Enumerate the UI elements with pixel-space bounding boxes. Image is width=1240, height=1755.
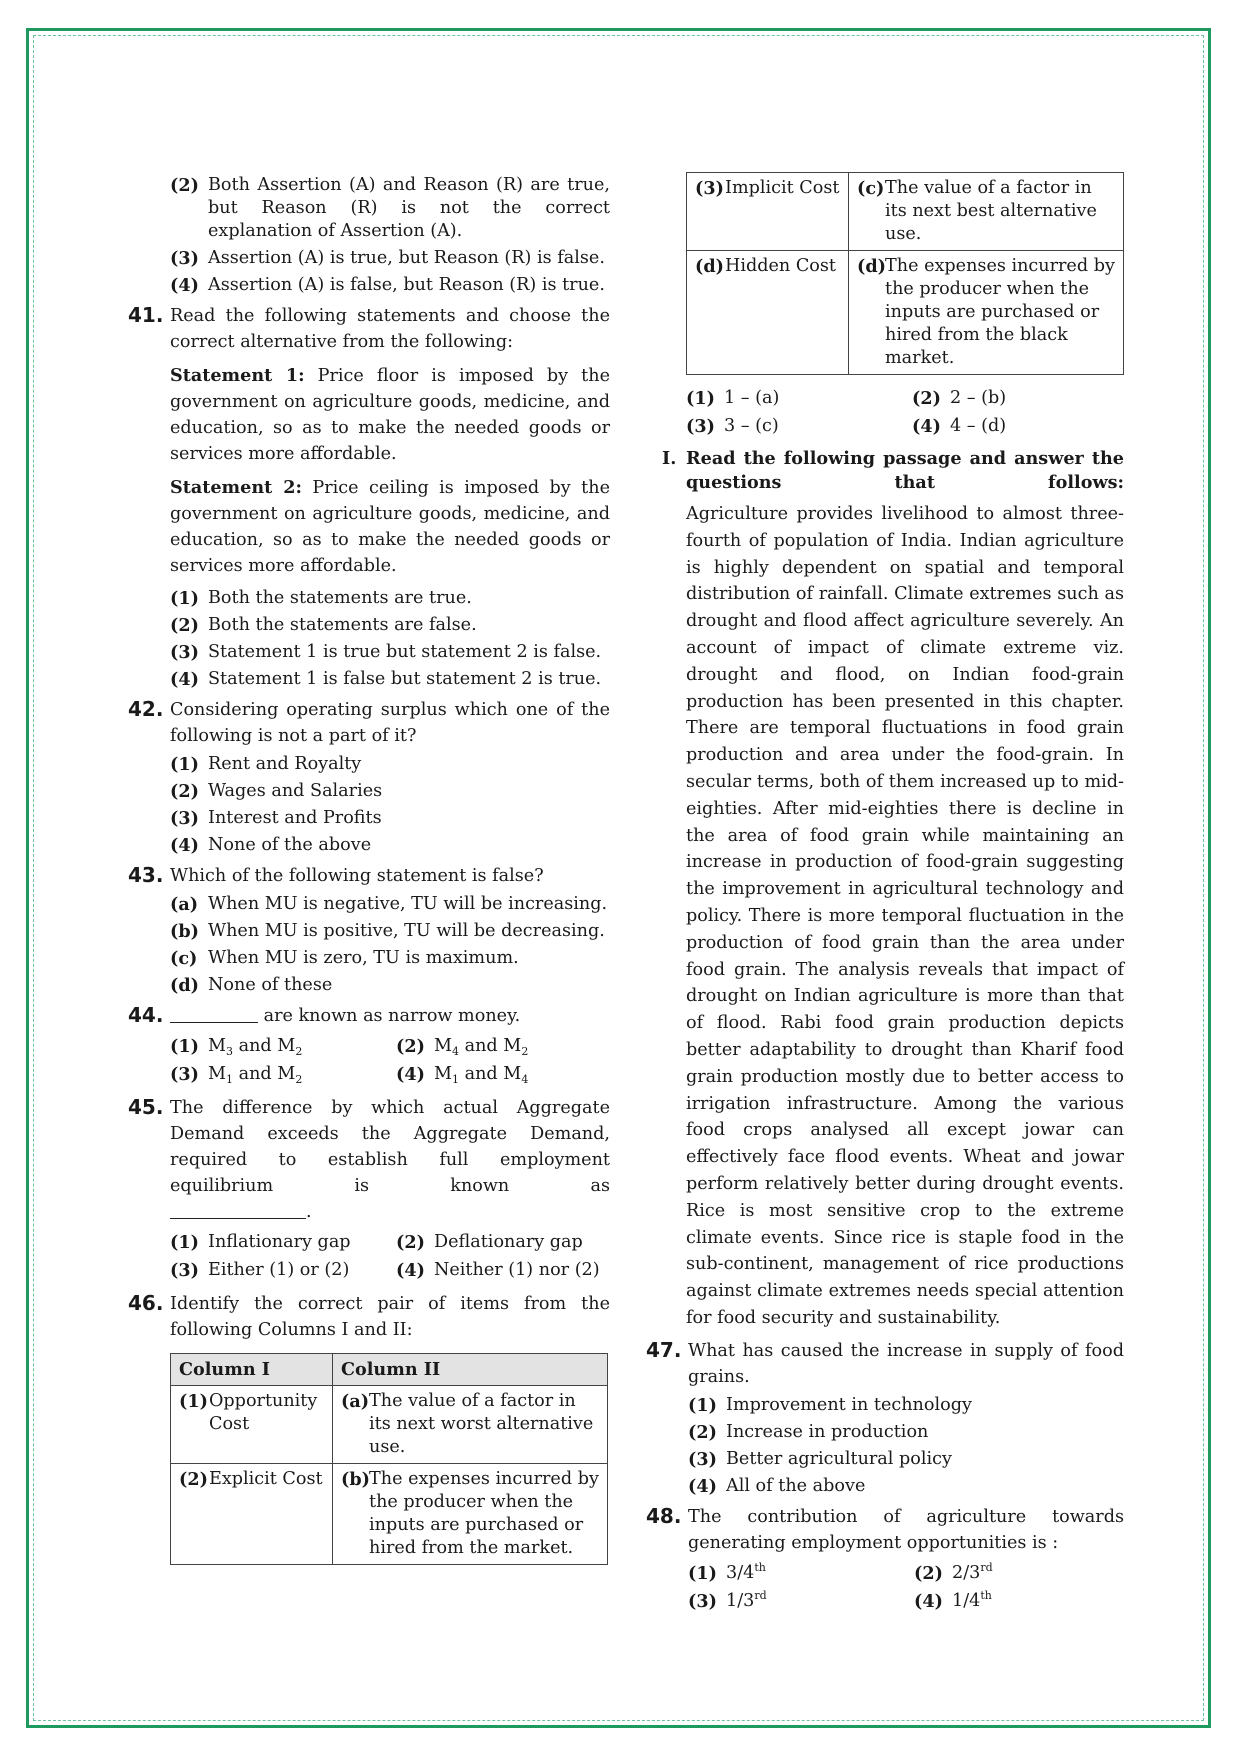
- question-43: [128, 863, 610, 997]
- option[interactable]: (1) 1 – (a): [686, 388, 780, 409]
- question-42: [128, 697, 610, 857]
- match-table-continued: [686, 172, 1124, 375]
- question-text: Which of the following statement is false?: [170, 866, 544, 886]
- question-number: 42.: [128, 697, 164, 721]
- option[interactable]: (c) When MU is zero, TU is maximum.: [170, 948, 519, 969]
- option[interactable]: (a) When MU is negative, TU will be increasing.: [170, 894, 608, 915]
- option[interactable]: (4) Statement 1 is false but statement 2 is true.: [170, 669, 602, 690]
- answer-blank[interactable]: [170, 1004, 258, 1023]
- option[interactable]: (3) 3 – (c): [686, 416, 779, 437]
- column-header: Column II: [333, 1354, 608, 1386]
- option[interactable]: (4) $M_1$ and $M_4$: [396, 1064, 529, 1086]
- answer-blank[interactable]: [170, 1200, 306, 1219]
- question-number: 48.: [646, 1503, 682, 1528]
- option[interactable]: (3) Better agricultural policy: [688, 1448, 952, 1470]
- table-row: (2) Explicit Cost (b) The expenses incurred by the producer when the inputs are purchased or hired from the market.: [171, 1464, 608, 1565]
- option[interactable]: (3) Assertion (A) is true, but Reason (R) is false.: [170, 248, 605, 269]
- option[interactable]: (1) 3/4th: [688, 1560, 766, 1584]
- question-45: 45. The difference by which actual Aggregate Demand exceeds the Aggregate Demand, required to establish full employment equilibrium is known as . (1) Inflationary gap (2) Deflationary gap (3) Either (1) or (2) (4) Neither (1) nor (2): [128, 1095, 610, 1285]
- question-text: The difference by which actual Aggregate Demand exceeds the Aggregate Demand, required to establish full employment equilibrium is known as: [170, 1098, 610, 1196]
- option[interactable]: (2) Both Assertion (A) and Reason (R) are true, but Reason (R) is not the correct explanation of Assertion (A).: [170, 175, 610, 241]
- option[interactable]: (3) Statement 1 is true but statement 2 is false.: [170, 642, 602, 663]
- question-46-options: [686, 385, 1124, 441]
- option[interactable]: (2) Increase in production: [688, 1421, 929, 1443]
- option[interactable]: (1) Both the statements are true.: [170, 588, 472, 609]
- option[interactable]: (3) Either (1) or (2): [170, 1260, 350, 1281]
- table-header-row: [171, 1354, 608, 1386]
- option[interactable]: (2) Both the statements are false.: [170, 615, 477, 636]
- option[interactable]: (d) None of these: [170, 975, 333, 996]
- option[interactable]: (3) 1/3rd: [688, 1588, 767, 1612]
- option[interactable]: (2) Wages and Salaries: [170, 781, 383, 802]
- statement-2: Statement 2: Price ceiling is imposed by the government on agriculture goods, medicine, and education, so as to make the needed goods or services more affordable.: [170, 477, 610, 576]
- left-column: [128, 170, 610, 1565]
- question-text: The contribution of agriculture towards generating employment opportunities is :: [688, 1506, 1124, 1553]
- right-column: [646, 170, 1124, 1616]
- options-grid: [688, 1560, 1124, 1616]
- option[interactable]: (1) $M_3$ and $M_2$: [170, 1036, 303, 1058]
- option[interactable]: (2) 2 – (b): [912, 388, 1007, 409]
- option[interactable]: (2) 2/3rd: [914, 1560, 993, 1584]
- question-40-continued: [128, 174, 610, 297]
- options-grid: [170, 1229, 610, 1285]
- question-number: 44.: [128, 1003, 164, 1027]
- question-text: are known as narrow money.: [170, 1003, 610, 1029]
- question-number: 47.: [646, 1337, 682, 1362]
- section-heading: I. Read the following passage and answer the questions that follows:: [662, 448, 1124, 493]
- option[interactable]: (3) Interest and Profits: [170, 808, 382, 829]
- option[interactable]: (4) All of the above: [688, 1475, 866, 1497]
- question-41: [128, 303, 610, 691]
- option[interactable]: (4) 1/4th: [914, 1588, 992, 1612]
- option[interactable]: (4) Assertion (A) is false, but Reason (R) is true.: [170, 275, 605, 296]
- option[interactable]: (1) Inflationary gap: [170, 1232, 351, 1253]
- option[interactable]: (4) None of the above: [170, 835, 372, 856]
- question-number: 43.: [128, 863, 164, 887]
- question-text: Considering operating surplus which one of the following is not a part of it?: [170, 700, 610, 746]
- table-row: (3) Implicit Cost (c) The value of a factor in its next best alternative use.: [687, 173, 1124, 251]
- option[interactable]: (2) $M_4$ and $M_2$: [396, 1036, 529, 1058]
- column-header: Column I: [171, 1354, 333, 1386]
- option[interactable]: (2) Deflationary gap: [396, 1232, 583, 1253]
- question-number: 45.: [128, 1095, 164, 1119]
- question-text: Identify the correct pair of items from the following Columns I and II:: [170, 1294, 610, 1340]
- option[interactable]: (4) 4 – (d): [912, 416, 1007, 437]
- option[interactable]: (1) Rent and Royalty: [170, 754, 362, 775]
- options-grid: [170, 1033, 610, 1089]
- table-row: (d) Hidden Cost (d) The expenses incurred by the producer when the inputs are purchased or hired from the black market.: [687, 251, 1124, 375]
- question-text: What has caused the increase in supply of food grains.: [688, 1340, 1124, 1387]
- question-44: [128, 1003, 610, 1089]
- question-number: 46.: [128, 1291, 164, 1315]
- question-number: 41.: [128, 303, 164, 327]
- option[interactable]: (b) When MU is positive, TU will be decreasing.: [170, 921, 605, 942]
- question-47: [646, 1338, 1124, 1498]
- option[interactable]: (3) $M_1$ and $M_2$: [170, 1064, 303, 1086]
- question-text: Read the following statements and choose the correct alternative from the following:: [170, 306, 610, 352]
- match-table: [170, 1353, 608, 1565]
- statement-1: Statement 1: Price floor is imposed by the government on agriculture goods, medicine, and education, so as to make the needed goods or services more affordable.: [170, 365, 610, 464]
- table-row: (1) Opportunity Cost (a) The value of a factor in its next worst alternative use.: [171, 1386, 608, 1464]
- option[interactable]: (4) Neither (1) nor (2): [396, 1260, 600, 1281]
- option[interactable]: (1) Improvement in technology: [688, 1394, 972, 1416]
- passage-text: Agriculture provides livelihood to almost three-fourth of population of India. Indian agriculture is highly dependent on spatial and temporal distribution of rainfall. Climate extremes such as drought and flood affect agriculture severely. An account of impact of climate extreme viz. drought and flood, on Indian food-grain production has been presented in this chapter. There are temporal fluctuations in food grain production and area under the food-grain. In secular terms, both of them increased up to mid-eighties. After mid-eighties there is decline in the area of food grain while maintaining an increase in production of food-grain suggesting the improvement in agricultural technology and policy. There is more temporal fluctuation in the production of food grain than the area under food grain. The analysis reveals that impact of drought on Indian agriculture is more than that of flood. Rabi food grain production depicts better adaptability to drought than Kharif food grain production mostly due to better access to irrigation infrastructure. Among the various food crops analysed all except jowar can effectively face flood events. Wheat and jowar perform relatively better during drought events. Rice is most sensitive crop to the extreme climate events. Since rice is staple food in the sub-continent, management of rice productions against climate extremes needs special attention for food security and sustainability.: [686, 504, 1124, 1328]
- question-46: [128, 1291, 610, 1565]
- question-48: [646, 1504, 1124, 1616]
